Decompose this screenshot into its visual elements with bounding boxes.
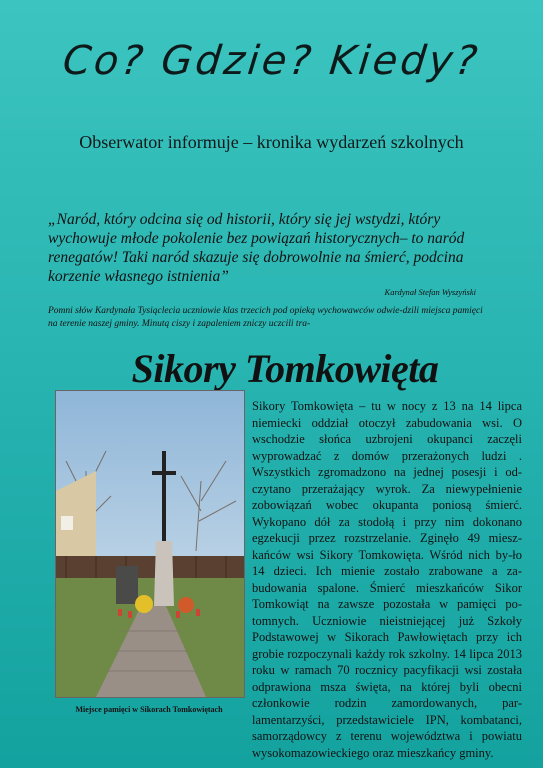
photo-caption: Miejsce pamięci w Sikorach Tomkowiętach bbox=[75, 705, 223, 714]
memorial-photo bbox=[55, 390, 245, 698]
quote-author: Kardynał Stefan Wyszyński bbox=[384, 287, 476, 297]
page-title: Co? Gdzie? Kiedy? bbox=[60, 38, 483, 84]
page-subtitle: Obserwator informuje – kronika wydarzeń szkolnych bbox=[79, 132, 464, 152]
article-text: Sikory Tomkowięta – tu w nocy z 13 na 14 lipca niemiecki oddział otoczył zabudowania wsi. O wschodzie słońca uzbrojeni okupanci zaczęli wyprowadzać z domów przerażonych ludzi . Wszystkich zgromadzono na jednej posesji i od-czytano przerażający wyrok. Za niewypełnienie zobowiązań wobec okupanta poniosą śmierć. Wykopano dół za stodołą i przy nim dokonano egzekucji przez rozstrzelanie. Zginęło 49 miesz-kańców wsi Sikory Tomkowięta. Wśród nich by-ło 14 dzieci. Ich mienie zostało zrabowane a za-budowania spalone. Śmierć mieszkańców Sikor Tomkowiąt na zawsze pozostała w pamięci po-tomnych. Uczniowie nieistniejącej już Szkoły Podstawowej w Sikorach Pawłowiętach przy ich grobie rozpoczynali każdy rok szkolny. 14 lipca 2013 roku w ramach 70 rocznicy pacyfikacji wsi została odprawiona msza święta, na której byli obecni członkowie rodzin zamordowanych, par-lamentarzyści, przedstawiciele IPN, kombatanci, samorządowcy z terenu województwa i powiatu wysokomazowieckiego oraz mieszkańcy gminy. bbox=[252, 399, 522, 760]
place-heading: Sikory Tomkowięta bbox=[131, 346, 439, 391]
intro-paragraph: Pomni słów Kardynała Tysiąclecia uczniowie klas trzecich pod opieką wychowawców odwie-dzili miejsca pamięci na terenie naszej gminy. Minutą ciszy i zapaleniem zniczy uczcili tra- bbox=[48, 306, 483, 329]
quote-text: „Naród, który odcina się od historii, który się jej wstydzi, który wychowuje młode pokolenie bez powiązań historycznych– to naród renegatów! Taki naród skazuje się dobrowolnie na śmierć, podcina korzenie własnego istnienia” bbox=[48, 211, 465, 285]
